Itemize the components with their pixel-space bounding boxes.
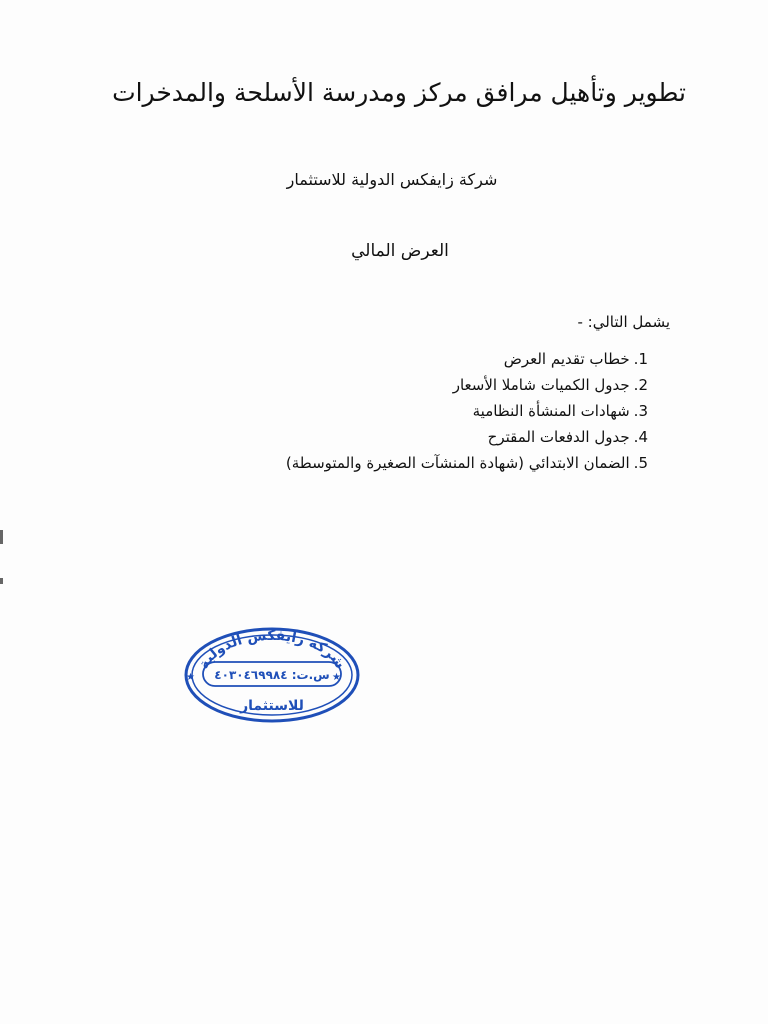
list-item-number: 4. bbox=[633, 428, 648, 446]
stamp-star-icon: ★ bbox=[186, 672, 195, 683]
list-item bbox=[286, 398, 648, 424]
list-item-text: الضمان الابتدائي (شهادة المنشآت الصغيرة والمتوسطة) bbox=[285, 454, 630, 472]
list-item-text: شهادات المنشأة النظامية bbox=[472, 402, 630, 420]
company-stamp bbox=[183, 626, 361, 724]
list-item-text: جدول الكميات شاملا الأسعار bbox=[452, 376, 630, 394]
list-item bbox=[286, 450, 648, 476]
list-item-text: خطاب تقديم العرض bbox=[503, 350, 630, 368]
list-item bbox=[286, 424, 648, 450]
list-item-number: 3. bbox=[633, 402, 648, 420]
stamp-top-text: شركة زايفكس الدولية bbox=[195, 627, 348, 672]
scan-edge-mark bbox=[0, 578, 3, 584]
list-item-text: جدول الدفعات المقترح bbox=[487, 428, 630, 446]
list-item bbox=[286, 372, 648, 398]
section-heading: العرض المالي bbox=[351, 241, 449, 261]
list-item-number: 5. bbox=[633, 454, 648, 472]
stamp-middle-text: س.ت: ٤٠٣٠٤٦٩٩٨٤ bbox=[214, 668, 330, 682]
contents-list bbox=[286, 346, 648, 476]
list-item-number: 2. bbox=[633, 376, 648, 394]
company-name: شركة زايفكس الدولية للاستثمار bbox=[286, 170, 498, 189]
list-item-number: 1. bbox=[633, 350, 648, 368]
stamp-star-icon: ★ bbox=[332, 672, 341, 683]
list-intro: يشمل التالي: - bbox=[577, 313, 670, 331]
scan-edge-mark bbox=[0, 530, 3, 544]
document-title: تطوير وتأهيل مرافق مركز ومدرسة الأسلحة والمدخرات bbox=[112, 78, 686, 107]
svg-text:شركة زايفكس الدولية bbox=[196, 628, 348, 672]
stamp-bottom-text: للاستثمار bbox=[240, 698, 304, 714]
list-item bbox=[286, 346, 648, 372]
